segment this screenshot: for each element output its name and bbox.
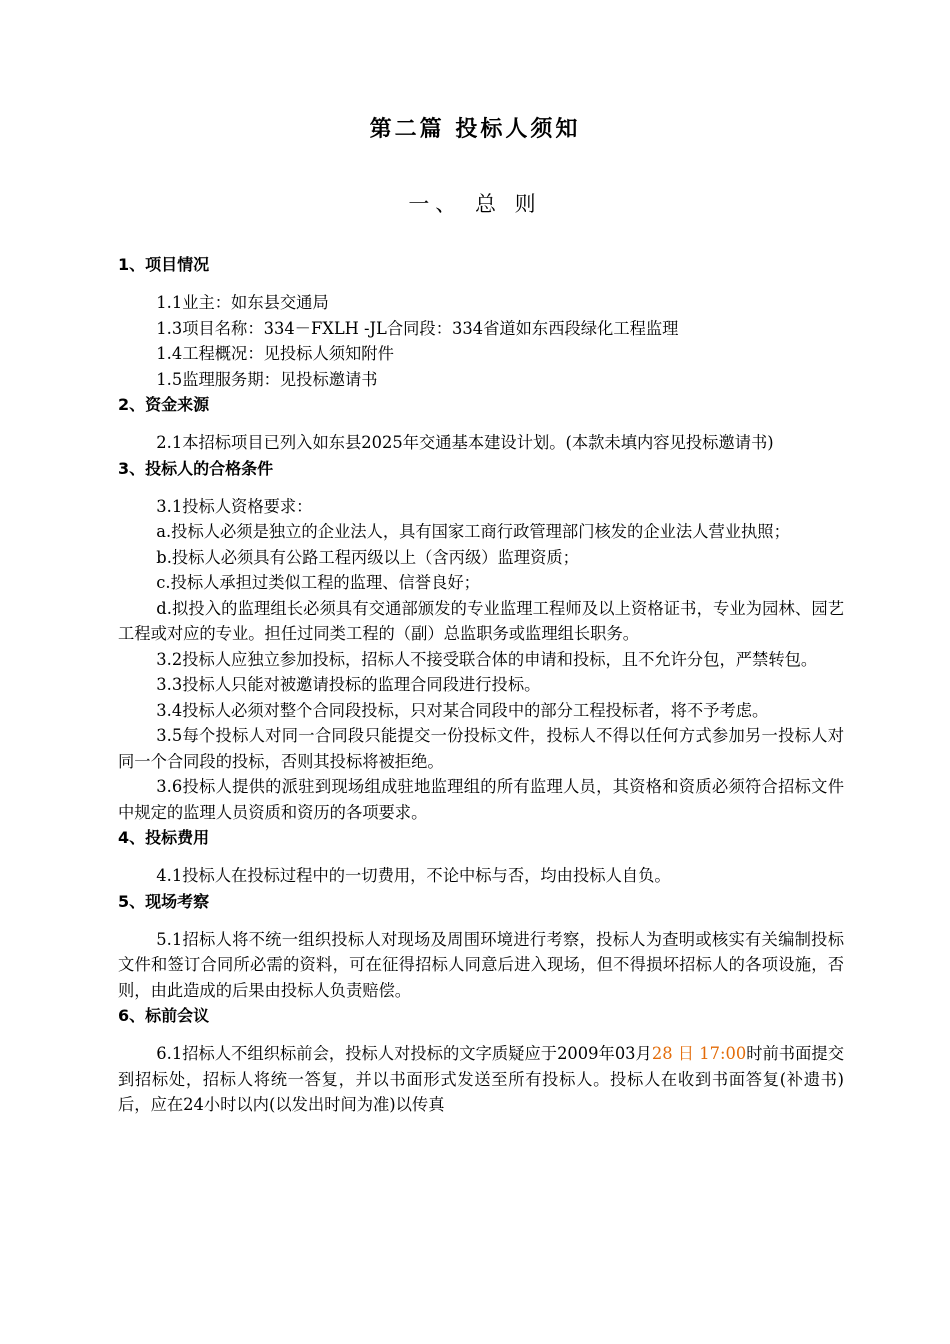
paragraph: 3.3投标人只能对被邀请投标的监理合同段进行投标。 bbox=[156, 675, 541, 694]
section-heading-site-visit: 5、现场考察 bbox=[118, 891, 210, 911]
paragraph bbox=[118, 1041, 844, 1118]
paragraph: 3.2投标人应独立参加投标，招标人不接受联合体的申请和投标，且不允许分包，严禁转包。 bbox=[156, 649, 818, 669]
paragraph: 3.4投标人必须对整个合同段投标，只对某合同段中的部分工程投标者，将不予考虑。 bbox=[156, 700, 769, 720]
paragraph: a.投标人必须是独立的企业法人，具有国家工商行政管理部门核发的企业法人营业执照； bbox=[156, 522, 790, 541]
section-heading-pre-bid-meeting: 6、标前会议 bbox=[118, 1006, 210, 1025]
paragraph: 4.1投标人在投标过程中的一切费用，不论中标与否，均由投标人自负。 bbox=[156, 866, 671, 885]
section-heading-qualification: 3、投标人的合格条件 bbox=[118, 458, 274, 478]
part-title: 第二篇 投标人须知 bbox=[369, 117, 581, 142]
paragraph: 3.5每个投标人对同一合同段只能提交一份投标文件，投标人不得以任何方式参加另一投标人对同一个合同段的投标，否则其投标将被拒绝。 bbox=[118, 726, 844, 771]
paragraph: 1.5监理服务期：见投标邀请书 bbox=[156, 369, 378, 389]
section-heading-project: 1、项目情况 bbox=[118, 255, 210, 274]
paragraph-text: 时前书面提交到招标处，招标人将统一答复，并以书面形式发送至所有投标人。投标人在收到书面答复(补遗书)后，应在24小时以内(以发出时间为准)以传真 bbox=[118, 1044, 844, 1114]
section-heading-funding: 2、资金来源 bbox=[118, 395, 210, 414]
paragraph: 3.6投标人提供的派驻到现场组成驻地监理组的所有监理人员，其资格和资质必须符合招标文件中规定的监理人员资质和资历的各项要求。 bbox=[118, 777, 844, 822]
document-body bbox=[118, 252, 844, 1118]
paragraph: 2.1本招标项目已列入如东县2025年交通基本建设计划。(本款未填内容见投标邀请书) bbox=[156, 433, 774, 452]
paragraph-text: 6.1招标人不组织标前会，投标人对投标的文字质疑应于2009年03月 bbox=[156, 1044, 652, 1063]
paragraph: 5.1招标人将不统一组织投标人对现场及周围环境进行考察，投标人为查明或核实有关编制投标文件和签订合同所必需的资料，可在征得招标人同意后进入现场，但不得损坏招标人的各项设施，否则，由此造成的后果由投标人负责赔偿。 bbox=[118, 929, 844, 1000]
paragraph: 1.3项目名称：334－FXLH -JL合同段：334省道如东西段绿化工程监理 bbox=[156, 318, 679, 338]
paragraph: b.投标人必须具有公路工程丙级以上（含丙级）监理资质； bbox=[156, 547, 579, 567]
section-heading-cost: 4、投标费用 bbox=[118, 828, 210, 847]
paragraph: 3.1投标人资格要求： bbox=[156, 496, 313, 516]
highlighted-deadline: 28 日 17:00 bbox=[651, 1044, 747, 1063]
paragraph: 1.1业主：如东县交通局 bbox=[156, 293, 329, 312]
paragraph: d.拟投入的监理组长必须具有交通部颁发的专业监理工程师及以上资格证书，专业为园林、园艺工程或对应的专业。担任过同类工程的（副）总监职务或监理组长职务。 bbox=[118, 598, 844, 643]
paragraph: c.投标人承担过类似工程的监理、信誉良好； bbox=[156, 573, 480, 592]
chapter-title: 一、 总 则 bbox=[408, 192, 542, 216]
paragraph: 1.4工程概况：见投标人须知附件 bbox=[156, 344, 394, 363]
